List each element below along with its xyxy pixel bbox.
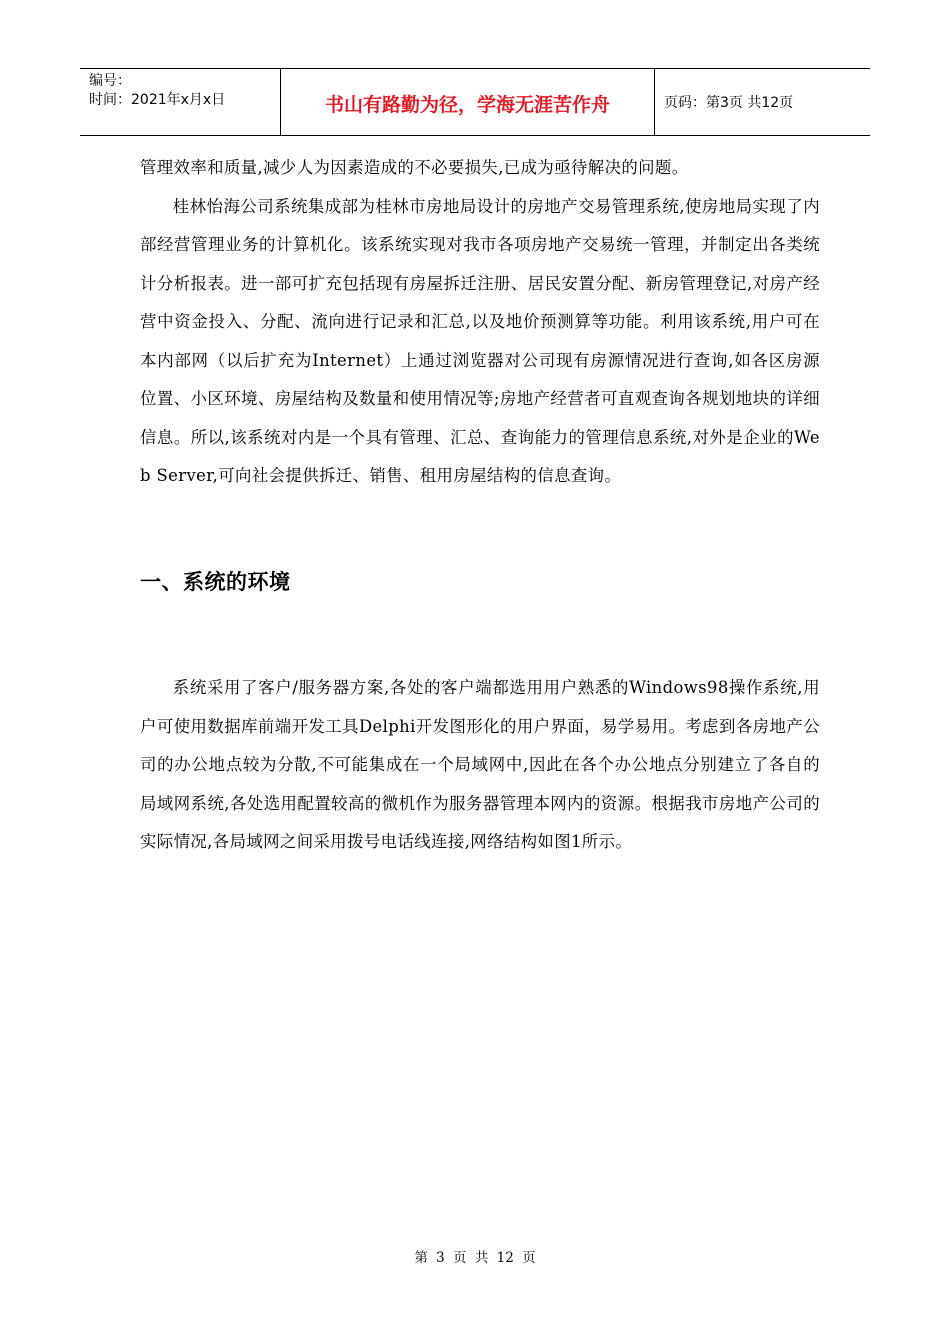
intro-section <box>140 149 820 496</box>
paragraph-continued: 管理效率和质量,减少人为因素造成的不必要损失,已成为亟待解决的问题。 <box>140 158 689 177</box>
page-header <box>80 68 870 136</box>
header-info-cell <box>80 69 281 135</box>
page-footer: 第 3 页 共 12 页 <box>414 1250 536 1266</box>
time-label: 时间：2021年x月x日 <box>89 92 226 108</box>
environment-section <box>140 669 820 862</box>
paragraph-system-environment: 系统采用了客户/服务器方案,各处的客户端都选用用户熟悉的Windows98操作系统,用户可使用数据库前端开发工具Delphi开发图形化的用户界面，易学易用。考虑到各房地产公司的办公地点较为分散,不可能集成在一个局域网中,因此在各个办公地点分别建立了各自的局域网系统,各处选用配置较高的微机作为服务器管理本网内的资源。根据我市房地产公司的实际情况,各局域网之间采用拨号电话线连接,网络结构如图1所示。 <box>140 678 820 851</box>
section-heading: 一、系统的环境 <box>140 570 291 594</box>
doc-number-label: 编号： <box>89 73 131 89</box>
header-page-code: 页码：第3页 共12页 <box>664 95 794 111</box>
header-motto: 书山有路勤为径，学海无涯苦作舟 <box>281 69 655 135</box>
paragraph-system-overview: 桂林怡海公司系统集成部为桂林市房地局设计的房地产交易管理系统,使房地局实现了内部经营管理业务的计算机化。该系统实现对我市各项房地产交易统一管理，并制定出各类统计分析报表。进一部可扩充包括现有房屋拆迁注册、居民安置分配、新房管理登记,对房产经营中资金投入、分配、流向进行记录和汇总,以及地价预测算等功能。利用该系统,用户可在本内部网（以后扩充为Internet）上通过浏览器对公司现有房源情况进行查询,如各区房源位置、小区环境、房屋结构及数量和使用情况等;房地产经营者可直观查询各规划地块的详细信息。所以,该系统对内是一个具有管理、汇总、查询能力的管理信息系统,对外是企业的Web Server,可向社会提供拆迁、销售、租用房屋结构的信息查询。 <box>140 196 820 485</box>
